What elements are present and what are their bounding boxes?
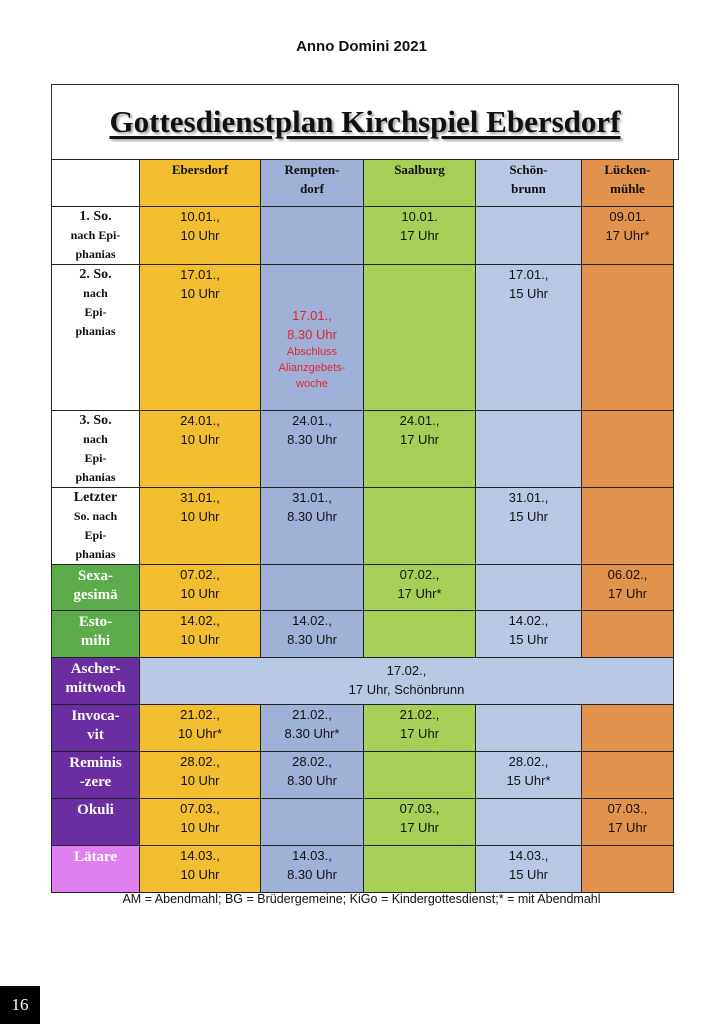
sunday-label-line: Epi- xyxy=(84,305,107,319)
service-cell-rempt xyxy=(261,705,364,752)
corner-cell xyxy=(52,160,140,207)
service-text: 14.03., xyxy=(508,848,549,863)
service-cell-ebersdorf xyxy=(140,565,261,611)
service-text: 28.02., xyxy=(292,754,332,769)
service-text: 14.02., xyxy=(180,613,220,628)
service-text: 15 Uhr xyxy=(508,509,549,524)
service-cell-lueck xyxy=(582,207,674,265)
table-row xyxy=(52,265,674,411)
sunday-label-line: phanias xyxy=(75,247,116,261)
service-cell-schoen xyxy=(476,705,582,752)
column-label: Rempten- xyxy=(284,162,340,177)
table-row xyxy=(52,488,674,565)
service-schedule-table xyxy=(51,159,674,893)
service-cell-ebersdorf xyxy=(140,846,261,893)
combined-service-cell xyxy=(140,658,674,705)
service-cell-rempt xyxy=(261,799,364,846)
service-text: 17 Uhr, Schönbrunn xyxy=(348,682,465,697)
service-cell-rempt xyxy=(261,411,364,488)
table-row xyxy=(52,207,674,265)
service-text: 15 Uhr xyxy=(508,632,549,647)
service-text: 8.30 Uhr xyxy=(287,326,337,342)
table-row xyxy=(52,411,674,488)
sunday-label-line: nach xyxy=(83,286,108,300)
page-title: Gottesdienstplan Kirchspiel Ebersdorf xyxy=(109,104,621,139)
service-cell-schoen xyxy=(476,752,582,799)
service-text: 17 Uhr xyxy=(399,820,440,835)
sunday-label-line: 2. So. xyxy=(79,267,112,282)
service-cell-saalburg xyxy=(364,799,476,846)
service-text: 10 Uhr xyxy=(180,228,220,243)
service-text: 14.03., xyxy=(180,848,220,863)
service-text: 07.02., xyxy=(180,567,220,582)
service-cell-ebersdorf xyxy=(140,207,261,265)
service-cell-saalburg xyxy=(364,611,476,658)
service-text: 28.02., xyxy=(180,754,220,769)
service-cell-ebersdorf xyxy=(140,611,261,658)
service-text: 10 Uhr xyxy=(180,632,220,647)
service-text: 14.02., xyxy=(508,613,549,628)
service-cell-lueck xyxy=(582,846,674,893)
page-header: Anno Domini 2021 xyxy=(296,38,427,55)
service-text: 10 Uhr xyxy=(180,432,220,447)
service-text: 17 Uhr xyxy=(607,586,648,601)
sunday-label-line: nach xyxy=(83,432,108,446)
service-cell-saalburg xyxy=(364,752,476,799)
sunday-label-line: So. nach xyxy=(73,509,118,523)
sunday-label-line: Invoca- xyxy=(71,708,120,724)
service-text: 09.01. xyxy=(609,209,646,224)
service-cell-rempt xyxy=(261,565,364,611)
service-cell-ebersdorf xyxy=(140,752,261,799)
sunday-label-cell xyxy=(52,611,140,658)
service-cell-saalburg xyxy=(364,265,476,411)
service-text: 15 Uhr* xyxy=(506,773,551,788)
service-cell-saalburg xyxy=(364,207,476,265)
service-text: 17 Uhr xyxy=(399,228,440,243)
service-text: 17 Uhr xyxy=(607,820,648,835)
service-text: 8.30 Uhr xyxy=(287,509,337,524)
service-cell-saalburg xyxy=(364,488,476,565)
service-text: 14.02., xyxy=(292,613,332,628)
sunday-label-line: vit xyxy=(87,727,104,743)
table-row xyxy=(52,705,674,752)
service-cell-rempt xyxy=(261,265,364,411)
service-cell-rempt xyxy=(261,846,364,893)
service-text: 17 Uhr* xyxy=(397,586,442,601)
service-cell-lueck xyxy=(582,799,674,846)
service-note: Alianzgebets- xyxy=(278,361,346,374)
service-text: 07.03., xyxy=(180,801,220,816)
service-cell-ebersdorf xyxy=(140,265,261,411)
service-text: 8.30 Uhr* xyxy=(284,726,340,741)
service-text: 28.02., xyxy=(508,754,549,769)
service-text: 07.03., xyxy=(607,801,648,816)
sunday-label-line: phanias xyxy=(75,324,116,338)
service-cell-saalburg xyxy=(364,411,476,488)
sunday-label-line: Esto- xyxy=(78,614,113,630)
service-text: 8.30 Uhr xyxy=(287,632,337,647)
sunday-label-line: Lätare xyxy=(73,849,118,865)
service-cell-schoen xyxy=(476,846,582,893)
service-text: 06.02., xyxy=(607,567,648,582)
service-cell-schoen xyxy=(476,207,582,265)
sunday-label-line: Epi- xyxy=(84,528,107,542)
service-text: 10 Uhr xyxy=(180,773,220,788)
service-text: 10 Uhr xyxy=(180,509,220,524)
service-text: 10.01. xyxy=(401,209,438,224)
service-text: 15 Uhr xyxy=(508,286,549,301)
service-cell-ebersdorf xyxy=(140,488,261,565)
sunday-label-line: Letzter xyxy=(73,490,118,505)
service-text: 17.01., xyxy=(508,267,549,282)
table-row xyxy=(52,799,674,846)
legend-footnote: AM = Abendmahl; BG = Brüdergemeine; KiGo = Kindergottesdienst;* = mit Abendmahl xyxy=(122,892,601,906)
service-cell-rempt xyxy=(261,752,364,799)
service-text: 17.02., xyxy=(386,663,427,678)
table-row xyxy=(52,565,674,611)
sunday-label-line: phanias xyxy=(75,470,116,484)
service-text: 24.01., xyxy=(399,413,440,428)
column-label: Schön- xyxy=(509,162,548,177)
service-cell-saalburg xyxy=(364,705,476,752)
service-cell-ebersdorf xyxy=(140,705,261,752)
column-header-ebersdorf xyxy=(140,160,261,207)
service-cell-lueck xyxy=(582,611,674,658)
service-cell-schoen xyxy=(476,565,582,611)
service-cell-schoen xyxy=(476,799,582,846)
service-text: 21.02., xyxy=(292,707,332,722)
sunday-label-cell xyxy=(52,752,140,799)
sunday-label-line: mittwoch xyxy=(65,680,126,696)
service-text: 8.30 Uhr xyxy=(287,773,337,788)
service-cell-schoen xyxy=(476,488,582,565)
service-text: 17.01., xyxy=(180,267,220,282)
service-text: 17.01., xyxy=(292,307,332,323)
column-header-lueckenmuehle xyxy=(582,160,674,207)
sunday-label-line: Sexa- xyxy=(78,568,113,584)
service-text: 07.03., xyxy=(399,801,440,816)
service-cell-rempt xyxy=(261,611,364,658)
service-text: 15 Uhr xyxy=(508,867,549,882)
sunday-label-cell xyxy=(52,705,140,752)
table-row xyxy=(52,846,674,893)
service-text: 21.02., xyxy=(399,707,440,722)
service-text: 17 Uhr xyxy=(399,726,440,741)
sunday-label-line: Reminis xyxy=(69,755,122,771)
sunday-label-cell xyxy=(52,265,140,411)
column-header-saalburg xyxy=(364,160,476,207)
service-text: 10.01., xyxy=(180,209,220,224)
service-text: 17 Uhr* xyxy=(605,228,650,243)
table-row xyxy=(52,752,674,799)
service-cell-lueck xyxy=(582,488,674,565)
service-text: 10 Uhr xyxy=(180,820,220,835)
sunday-label-line: gesimä xyxy=(73,587,118,603)
table-row xyxy=(52,611,674,658)
sunday-label-cell xyxy=(52,565,140,611)
service-cell-lueck xyxy=(582,411,674,488)
sunday-label-line: nach Epi- xyxy=(70,228,121,242)
service-text: 24.01., xyxy=(180,413,220,428)
service-cell-lueck xyxy=(582,752,674,799)
service-cell-saalburg xyxy=(364,846,476,893)
service-cell-schoen xyxy=(476,411,582,488)
service-text: 8.30 Uhr xyxy=(287,867,337,882)
sunday-label-line: Okuli xyxy=(77,802,114,818)
sunday-label-cell xyxy=(52,488,140,565)
sunday-label-line: -zere xyxy=(79,774,112,790)
sunday-label-line: 1. So. xyxy=(79,209,112,224)
service-cell-schoen xyxy=(476,611,582,658)
service-text: 31.01., xyxy=(180,490,220,505)
sunday-label-cell xyxy=(52,799,140,846)
table-row xyxy=(52,658,674,705)
service-cell-saalburg xyxy=(364,565,476,611)
service-cell-ebersdorf xyxy=(140,411,261,488)
sunday-label-line: 3. So. xyxy=(79,413,112,428)
table-body xyxy=(52,207,674,893)
sunday-label-line: Ascher- xyxy=(70,661,121,677)
column-header-schoenbrunn xyxy=(476,160,582,207)
sunday-label-cell xyxy=(52,411,140,488)
service-cell-ebersdorf xyxy=(140,799,261,846)
service-text: 31.01., xyxy=(292,490,332,505)
service-text: 10 Uhr* xyxy=(177,726,223,741)
service-note: woche xyxy=(296,377,328,390)
service-cell-lueck xyxy=(582,265,674,411)
column-label: Saalburg xyxy=(394,162,445,177)
service-cell-rempt xyxy=(261,488,364,565)
service-text: 14.03., xyxy=(292,848,332,863)
service-cell-lueck xyxy=(582,565,674,611)
column-label: Ebersdorf xyxy=(171,162,229,177)
page-number: 16 xyxy=(0,986,40,1024)
column-header-remptendorf xyxy=(261,160,364,207)
column-label: Lücken- xyxy=(604,162,651,177)
service-text: 8.30 Uhr xyxy=(287,432,337,447)
sunday-label-line: Epi- xyxy=(84,451,107,465)
service-cell-rempt xyxy=(261,207,364,265)
title-box xyxy=(51,84,679,160)
sunday-label-cell xyxy=(52,207,140,265)
service-text: 10 Uhr xyxy=(180,867,220,882)
service-note: Abschluss xyxy=(286,345,338,358)
service-text: 21.02., xyxy=(180,707,220,722)
sunday-label-cell xyxy=(52,658,140,705)
sunday-label-line: mihi xyxy=(80,633,111,649)
service-text: 10 Uhr xyxy=(180,586,220,601)
service-cell-schoen xyxy=(476,265,582,411)
column-label: mühle xyxy=(610,181,645,196)
service-cell-lueck xyxy=(582,705,674,752)
sunday-label-line: phanias xyxy=(75,547,116,561)
table-header-row xyxy=(52,160,674,207)
column-label: dorf xyxy=(300,181,324,196)
service-text: 17 Uhr xyxy=(399,432,440,447)
service-text: 24.01., xyxy=(292,413,332,428)
service-text: 07.02., xyxy=(399,567,440,582)
service-text: 10 Uhr xyxy=(180,286,220,301)
service-text: 31.01., xyxy=(508,490,549,505)
column-label: brunn xyxy=(511,181,546,196)
sunday-label-cell xyxy=(52,846,140,893)
